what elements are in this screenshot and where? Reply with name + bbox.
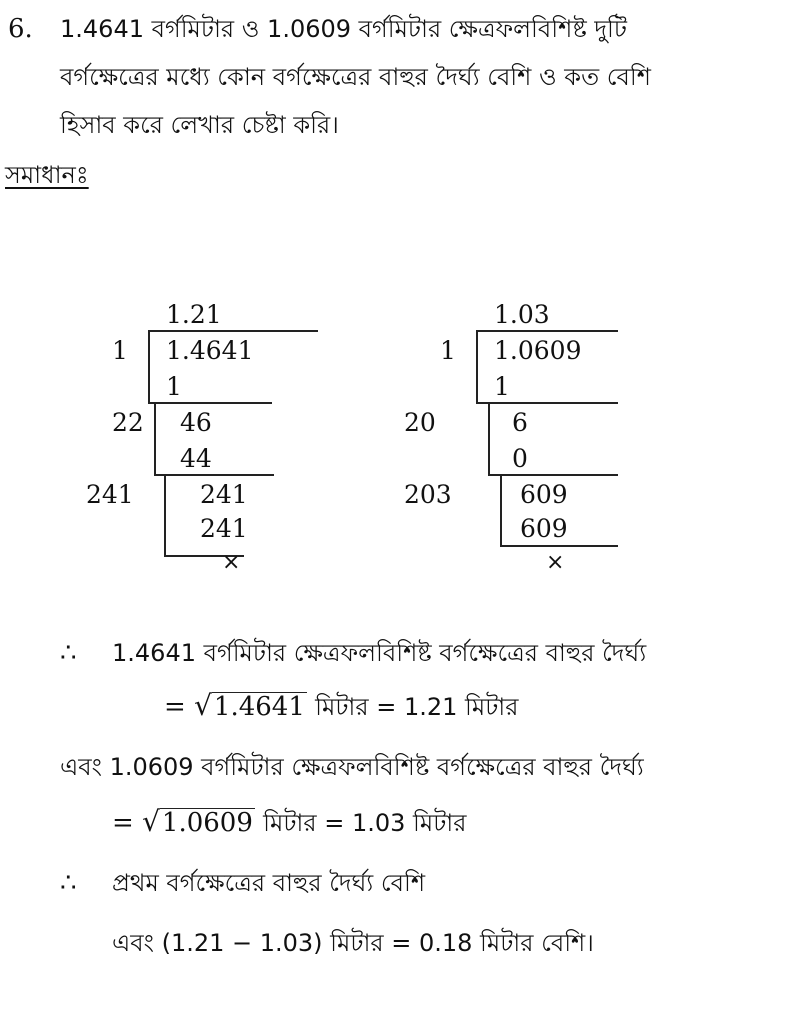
step-4 [112, 806, 466, 840]
right-bracket-2 [488, 402, 490, 474]
left-quotient: 1.21 [166, 300, 222, 329]
question-line-2: বর্গক্ষেত্রের মধ্যে কোন বর্গক্ষেত্রের বাহুর দৈর্ঘ্য বেশি ও কত বেশি [60, 63, 651, 91]
left-line-3 [154, 474, 274, 476]
right-rem-2: 6 [512, 408, 528, 437]
left-rem-3: 241 [200, 480, 248, 509]
right-line-3 [488, 474, 618, 476]
left-sub-2: 44 [180, 444, 212, 473]
step-4-sqrt [142, 807, 255, 837]
step-4-radicand: 1.0609 [161, 808, 253, 838]
right-divisor-3: 203 [404, 480, 452, 509]
question-line-1: 1.4641 বর্গমিটার ও 1.0609 বর্গমিটার ক্ষেত্রফলবিশিষ্ট দুটি [60, 15, 627, 43]
solution-heading: সমাধানঃ [5, 161, 89, 189]
sqrt-icon: √ [194, 689, 212, 722]
right-end-mark: × [546, 550, 565, 575]
right-quotient: 1.03 [494, 300, 550, 329]
step-3: এবং 1.0609 বর্গমিটার ক্ষেত্রফলবিশিষ্ট বর্গক্ষেত্রের বাহুর দৈর্ঘ্য [60, 753, 644, 781]
left-bracket-3 [164, 474, 166, 556]
right-bracket-1 [476, 330, 478, 402]
right-line-2 [476, 402, 618, 404]
left-divisor-2: 22 [112, 408, 144, 437]
right-divisor-2: 20 [404, 408, 436, 437]
step-1: 1.4641 বর্গমিটার ক্ষেত্রফলবিশিষ্ট বর্গক্ষেত্রের বাহুর দৈর্ঘ্য [112, 639, 647, 667]
right-sub-1: 1 [494, 372, 510, 401]
step-2-sqrt [194, 691, 307, 721]
question-line-3: হিসাব করে লেখার চেষ্টা করি। [60, 111, 339, 139]
right-rem-3: 609 [520, 480, 568, 509]
right-top-line [476, 330, 618, 332]
left-sub-1: 1 [166, 372, 182, 401]
sqrt-icon: √ [142, 805, 160, 838]
left-sub-3: 241 [200, 514, 248, 543]
step-2 [164, 690, 518, 724]
left-bracket-2 [154, 402, 156, 474]
left-divisor-3: 241 [86, 480, 134, 509]
step-4-rest: মিটার = 1.03 মিটার [263, 809, 467, 837]
right-sub-2: 0 [512, 444, 528, 473]
therefore-symbol-1: ∴ [60, 638, 77, 668]
question-number: 6. [8, 14, 33, 44]
right-sub-3: 609 [520, 514, 568, 543]
left-line-2 [148, 402, 272, 404]
left-dividend: 1.4641 [166, 336, 254, 365]
step-6: এবং (1.21 − 1.03) মিটার = 0.18 মিটার বেশি। [112, 929, 594, 957]
left-rem-2: 46 [180, 408, 212, 437]
therefore-symbol-2: ∴ [60, 868, 77, 898]
step-2-radicand: 1.4641 [213, 692, 305, 722]
step-4-equals: = [112, 808, 134, 838]
right-dividend: 1.0609 [494, 336, 582, 365]
left-end-mark: × [222, 550, 241, 575]
right-line-4 [500, 545, 618, 547]
step-2-rest: মিটার = 1.21 মিটার [315, 693, 519, 721]
step-2-equals: = [164, 692, 186, 722]
right-bracket-3 [500, 474, 502, 546]
left-top-line [148, 330, 318, 332]
right-divisor-1: 1 [440, 336, 456, 365]
step-5: প্রথম বর্গক্ষেত্রের বাহুর দৈর্ঘ্য বেশি [112, 869, 426, 897]
left-divisor-1: 1 [112, 336, 128, 365]
left-bracket-1 [148, 330, 150, 402]
